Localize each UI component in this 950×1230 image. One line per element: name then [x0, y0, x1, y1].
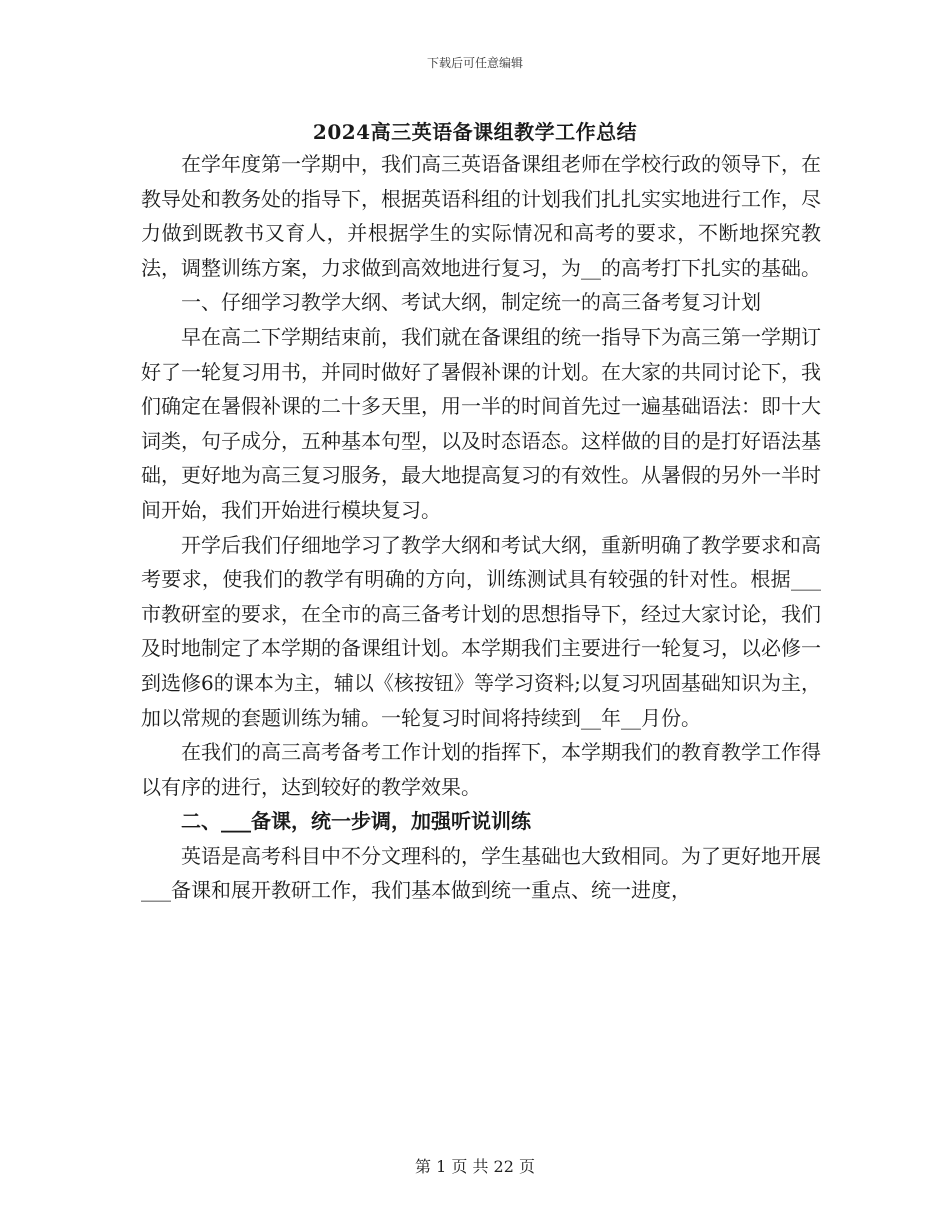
page-header: 下载后可任意编辑 — [426, 56, 523, 70]
paragraph-collective-prep: 英语是高考科目中不分文理科的，学生基础也大致相同。为了更好地开展___备课和展开教研工作，我们基本做到统一重点、统一进度， — [141, 843, 821, 903]
paragraph-summer-plan: 早在高二下学期结束前，我们就在备课组的统一指导下为高三第一学期订好了一轮复习用书，并同时做好了暑假补课的计划。在大家的共同讨论下，我们确定在暑假补课的二十多天里，用一半的时间首先过一遍基础语法：即十大词类，句子成分，五种基本句型，以及时态语态。这样做的目的是打好语法基础，更好地为高三复习服务，最大地提高复习的有效性。从暑假的另外一半时间开始，我们开始进行模块复习。 — [141, 324, 821, 522]
document-title: 2024高三英语备课组教学工作总结 — [312, 120, 638, 144]
paragraph-intro: 在学年度第一学期中，我们高三英语备课组老师在学校行政的领导下，在教导处和教务处的指导下，根据英语科组的计划我们扎扎实实地进行工作，尽力做到既教书又育人，并根据学生的实际情况和高考的要求，不断地探究教法，调整训练方案，力求做到高效地进行复习，为__的高考打下扎实的基础。 — [141, 152, 821, 280]
page-number-footer: 第 1 页 共 22 页 — [415, 1157, 535, 1176]
paragraph-plan-effect: 在我们的高三高考备考工作计划的指挥下，本学期我们的教育教学工作得以有序的进行，达到较好的教学效果。 — [141, 740, 821, 799]
document-body — [141, 147, 821, 908]
section-heading-2: 二、___备课，统一步调，加强听说训练 — [181, 809, 531, 834]
section-heading-1: 一、仔细学习教学大纲、考试大纲，制定统一的高三备考复习计划 — [181, 290, 761, 315]
paragraph-syllabus-study: 开学后我们仔细地学习了教学大纲和考试大纲，重新明确了教学要求和高考要求，使我们的教学有明确的方向，训练测试具有较强的针对性。根据___市教研室的要求，在全市的高三备考计划的思想指导下，经过大家讨论，我们及时地制定了本学期的备课组计划。本学期我们主要进行一轮复习，以必修一到选修6的课本为主，辅以《核按钮》等学习资料;以复习巩固基础知识为主，加以常规的套题训练为辅。一轮复习时间将持续到__年__月份。 — [141, 532, 821, 730]
